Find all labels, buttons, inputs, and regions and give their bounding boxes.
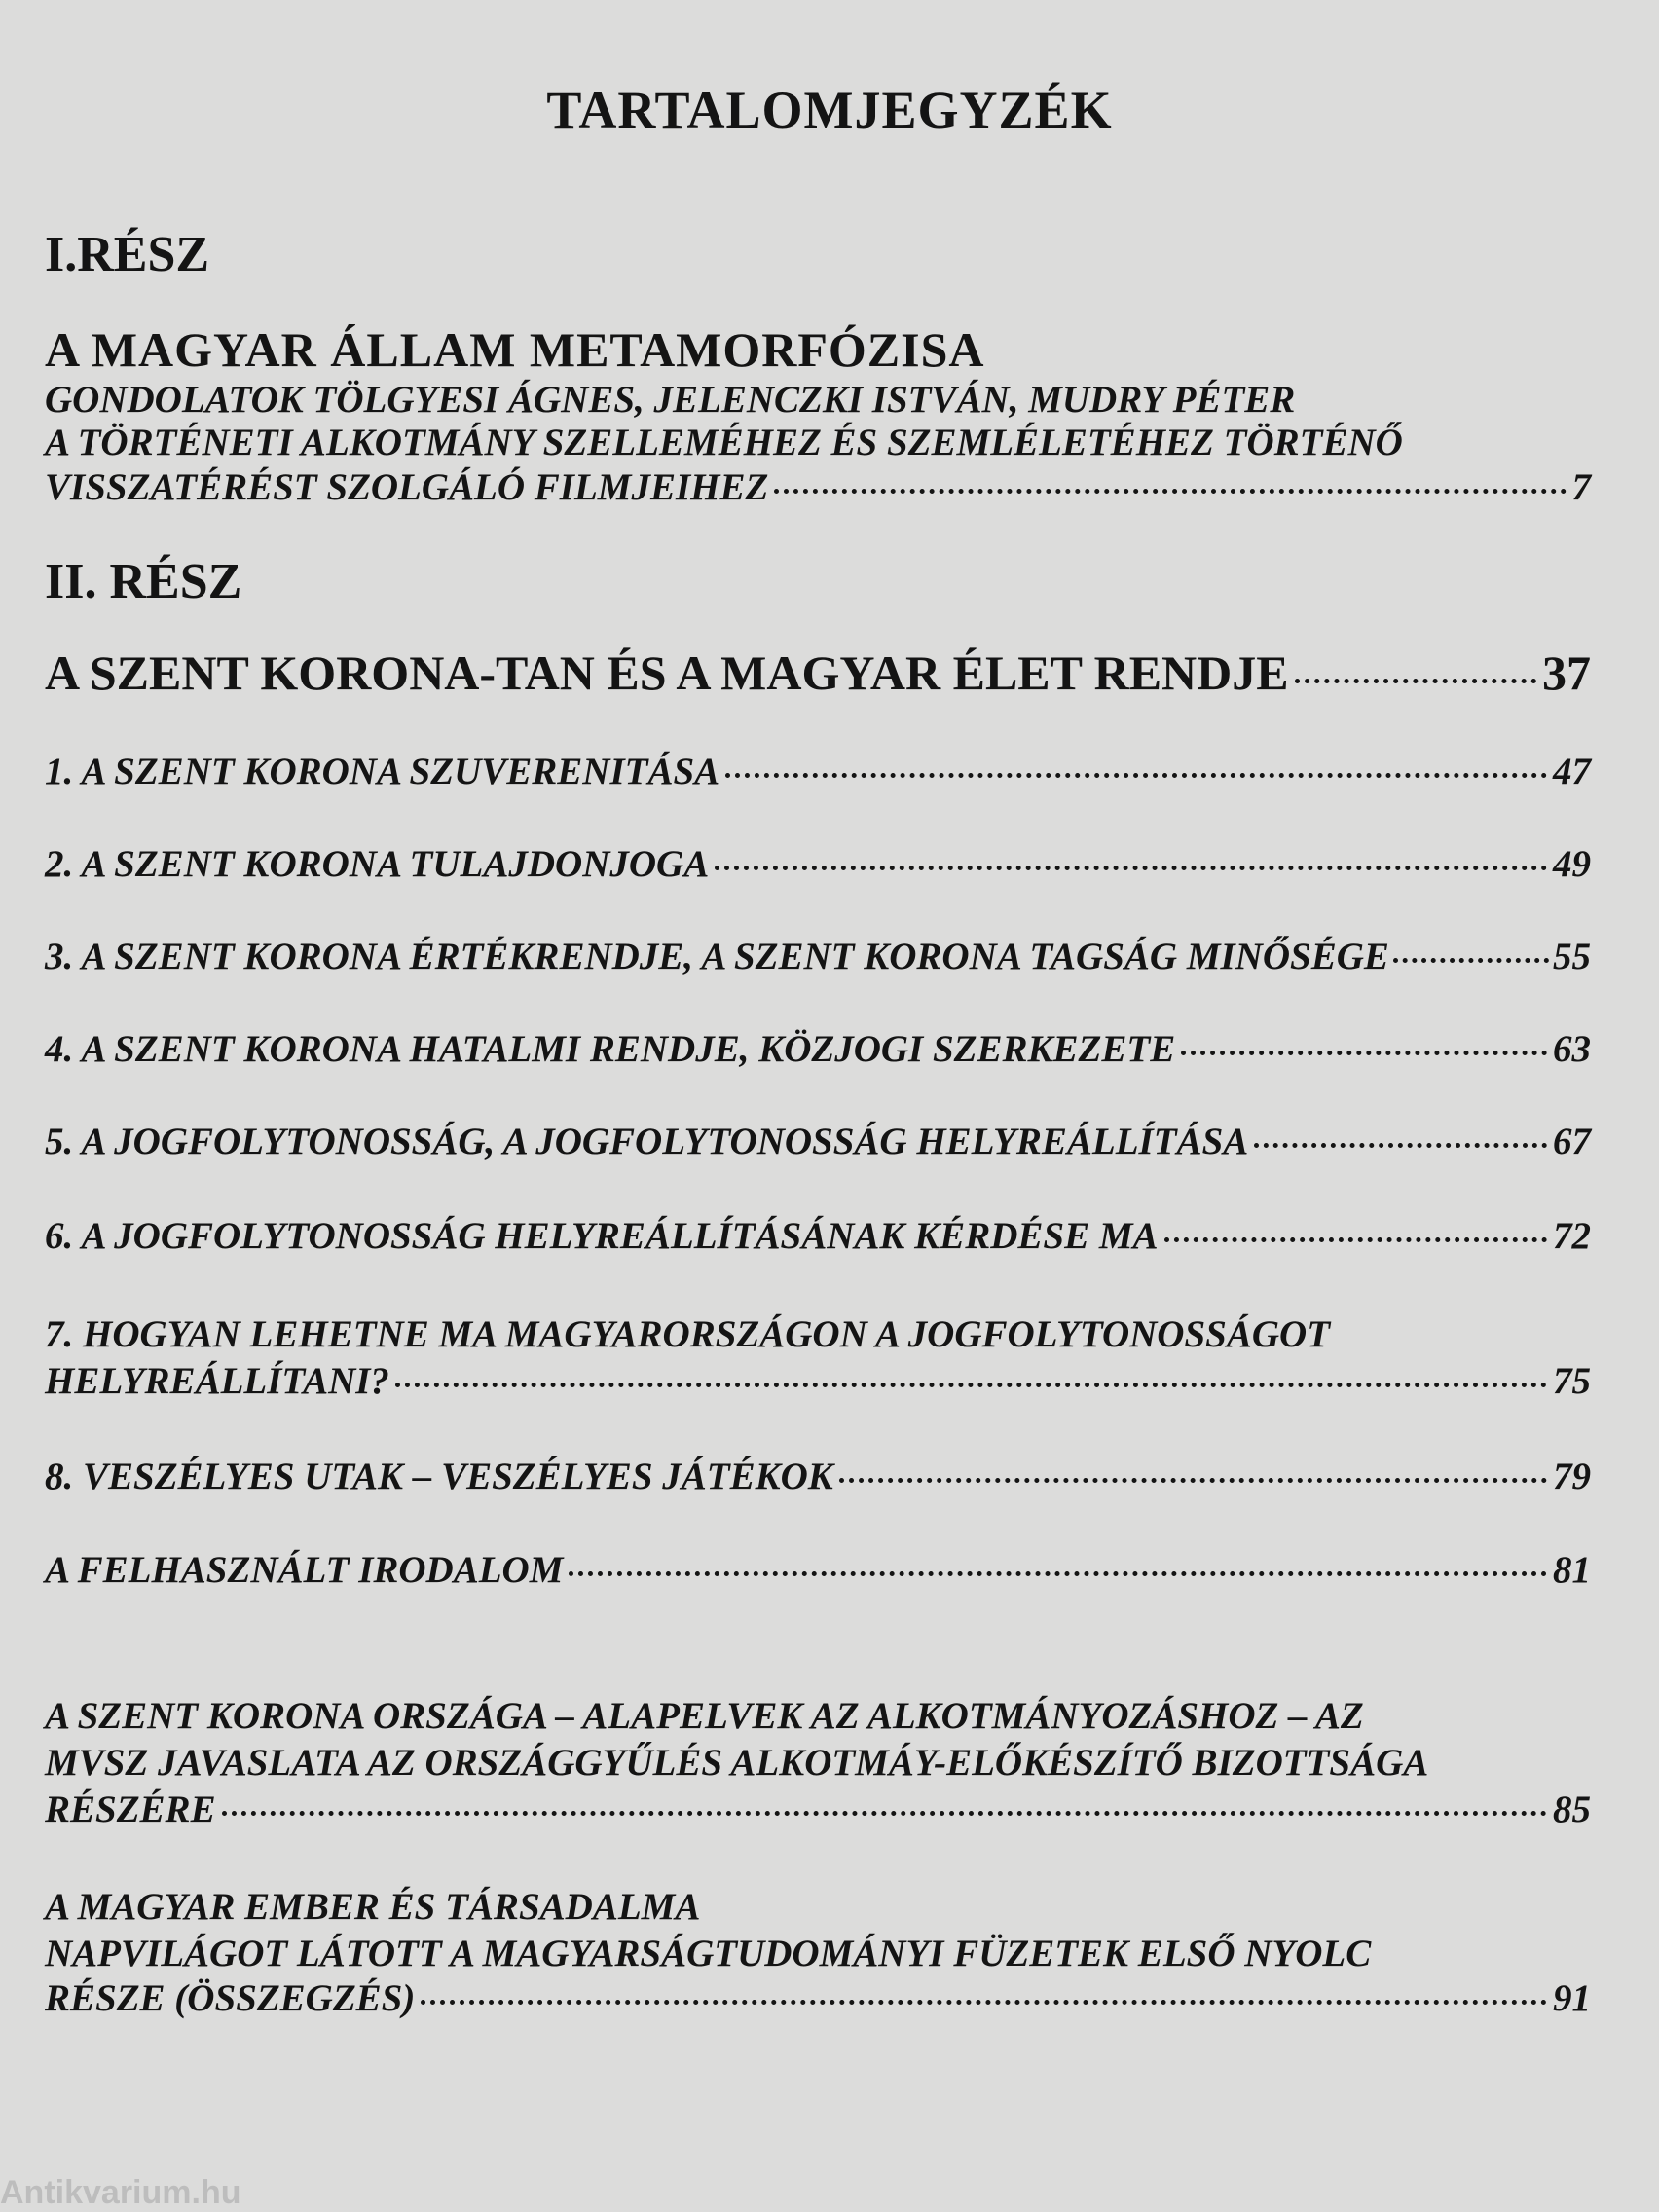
toc-page-number: 37 <box>1542 645 1591 700</box>
toc-entry-8[interactable] <box>45 1455 1591 1498</box>
toc-entry-3[interactable] <box>45 935 1591 978</box>
toc-page-number: 47 <box>1553 751 1591 793</box>
toc-entry-part-1[interactable] <box>45 465 1591 509</box>
part-1-subtitle-line-2: A TÖRTÉNETI ALKOTMÁNY SZELLEMÉHEZ ÉS SZEMLÉLETÉHEZ TÖRTÉNŐ <box>45 422 1403 463</box>
toc-entry-text: 5. A JOGFOLYTONOSSÁG, A JOGFOLYTONOSSÁG HELYREÁLLÍTÁSA <box>45 1121 1249 1162</box>
dot-leader <box>421 2000 1547 2005</box>
toc-page-number: 63 <box>1553 1028 1591 1070</box>
toc-entry-4[interactable] <box>45 1027 1591 1071</box>
part-2-label: II. RÉSZ <box>45 554 242 609</box>
appendix-2-line-2: NAPVILÁGOT LÁTOTT A MAGYARSÁGTUDOMÁNYI FÜZETEK ELSŐ NYOLC <box>45 1933 1372 1974</box>
toc-page-number: 7 <box>1571 466 1591 508</box>
toc-entry-text: 4. A SZENT KORONA HATALMI RENDJE, KÖZJOGI SZERKEZETE <box>45 1028 1176 1070</box>
toc-entry-text: 3. A SZENT KORONA ÉRTÉKRENDJE, A SZENT KORONA TAGSÁG MINŐSÉGE <box>45 936 1389 977</box>
toc-page-number: 75 <box>1553 1360 1591 1402</box>
dot-leader <box>725 773 1547 778</box>
appendix-1-line-2: MVSZ JAVASLATA AZ ORSZÁGGYŰLÉS ALKOTMÁY-ELŐKÉSZÍTŐ BIZOTTSÁGA <box>45 1742 1429 1784</box>
toc-entry-7-line-1: 7. HOGYAN LEHETNE MA MAGYARORSZÁGON A JOGFOLYTONOSSÁGOT <box>45 1313 1331 1355</box>
toc-entry-appendix-1[interactable] <box>45 1788 1591 1831</box>
toc-entry-appendix-2[interactable] <box>45 1976 1591 2020</box>
toc-page-number: 49 <box>1553 843 1591 885</box>
watermark: Antikvarium.hu <box>0 2174 241 2211</box>
dot-leader <box>1164 1237 1547 1242</box>
toc-entry-2[interactable] <box>45 842 1591 886</box>
toc-entry-text: A FELHASZNÁLT IRODALOM <box>45 1549 564 1591</box>
appendix-1-line-1: A SZENT KORONA ORSZÁGA – ALAPELVEK AZ ALKOTMÁNYOZÁSHOZ – AZ <box>45 1695 1364 1737</box>
dot-leader <box>395 1382 1547 1387</box>
dot-leader <box>1295 679 1536 683</box>
toc-page-number: 91 <box>1553 1977 1591 2019</box>
part-1-label: I.RÉSZ <box>45 227 210 282</box>
toc-page-number: 85 <box>1553 1788 1591 1830</box>
dot-leader <box>569 1571 1547 1576</box>
dot-leader <box>774 489 1566 494</box>
dot-leader <box>1181 1051 1547 1055</box>
toc-entry-text: RÉSZE (ÖSSZEGZÉS) <box>45 1977 416 2019</box>
toc-entry-text: A SZENT KORONA-TAN ÉS A MAGYAR ÉLET RENDJE <box>45 645 1289 700</box>
part-1-subtitle-line-1: GONDOLATOK TÖLGYESI ÁGNES, JELENCZKI ISTVÁN, MUDRY PÉTER <box>45 379 1296 421</box>
toc-page-number: 67 <box>1553 1121 1591 1162</box>
toc-page-number: 81 <box>1553 1549 1591 1591</box>
toc-entry-text: HELYREÁLLÍTANI? <box>45 1360 389 1402</box>
toc-entry-literature[interactable] <box>45 1548 1591 1592</box>
toc-page-number: 55 <box>1553 936 1591 977</box>
toc-entry-text: 2. A SZENT KORONA TULAJDONJOGA <box>45 843 710 885</box>
toc-entry-1[interactable] <box>45 750 1591 793</box>
toc-entry-part-2[interactable] <box>45 645 1591 701</box>
dot-leader <box>222 1811 1547 1816</box>
toc-entry-text: 8. VESZÉLYES UTAK – VESZÉLYES JÁTÉKOK <box>45 1456 833 1497</box>
dot-leader <box>839 1478 1547 1483</box>
appendix-2-line-1: A MAGYAR EMBER ÉS TÁRSADALMA <box>45 1886 701 1928</box>
toc-entry-5[interactable] <box>45 1120 1591 1163</box>
toc-entry-6[interactable] <box>45 1214 1591 1258</box>
toc-page-number: 72 <box>1553 1215 1591 1257</box>
toc-entry-text: 6. A JOGFOLYTONOSSÁG HELYREÁLLÍTÁSÁNAK KÉRDÉSE MA <box>45 1215 1159 1257</box>
toc-entry-text: VISSZATÉRÉST SZOLGÁLÓ FILMJEIHEZ <box>45 466 769 508</box>
toc-entry-text: 1. A SZENT KORONA SZUVERENITÁSA <box>45 751 720 793</box>
dot-leader <box>1254 1143 1547 1148</box>
toc-entry-7[interactable] <box>45 1359 1591 1403</box>
page-title: TARTALOMJEGYZÉK <box>546 81 1113 139</box>
toc-entry-text: RÉSZÉRE <box>45 1788 216 1830</box>
part-1-heading: A MAGYAR ÁLLAM METAMORFÓZISA <box>45 322 985 377</box>
dot-leader <box>715 866 1547 870</box>
toc-page-number: 79 <box>1553 1456 1591 1497</box>
dot-leader <box>1393 958 1549 963</box>
